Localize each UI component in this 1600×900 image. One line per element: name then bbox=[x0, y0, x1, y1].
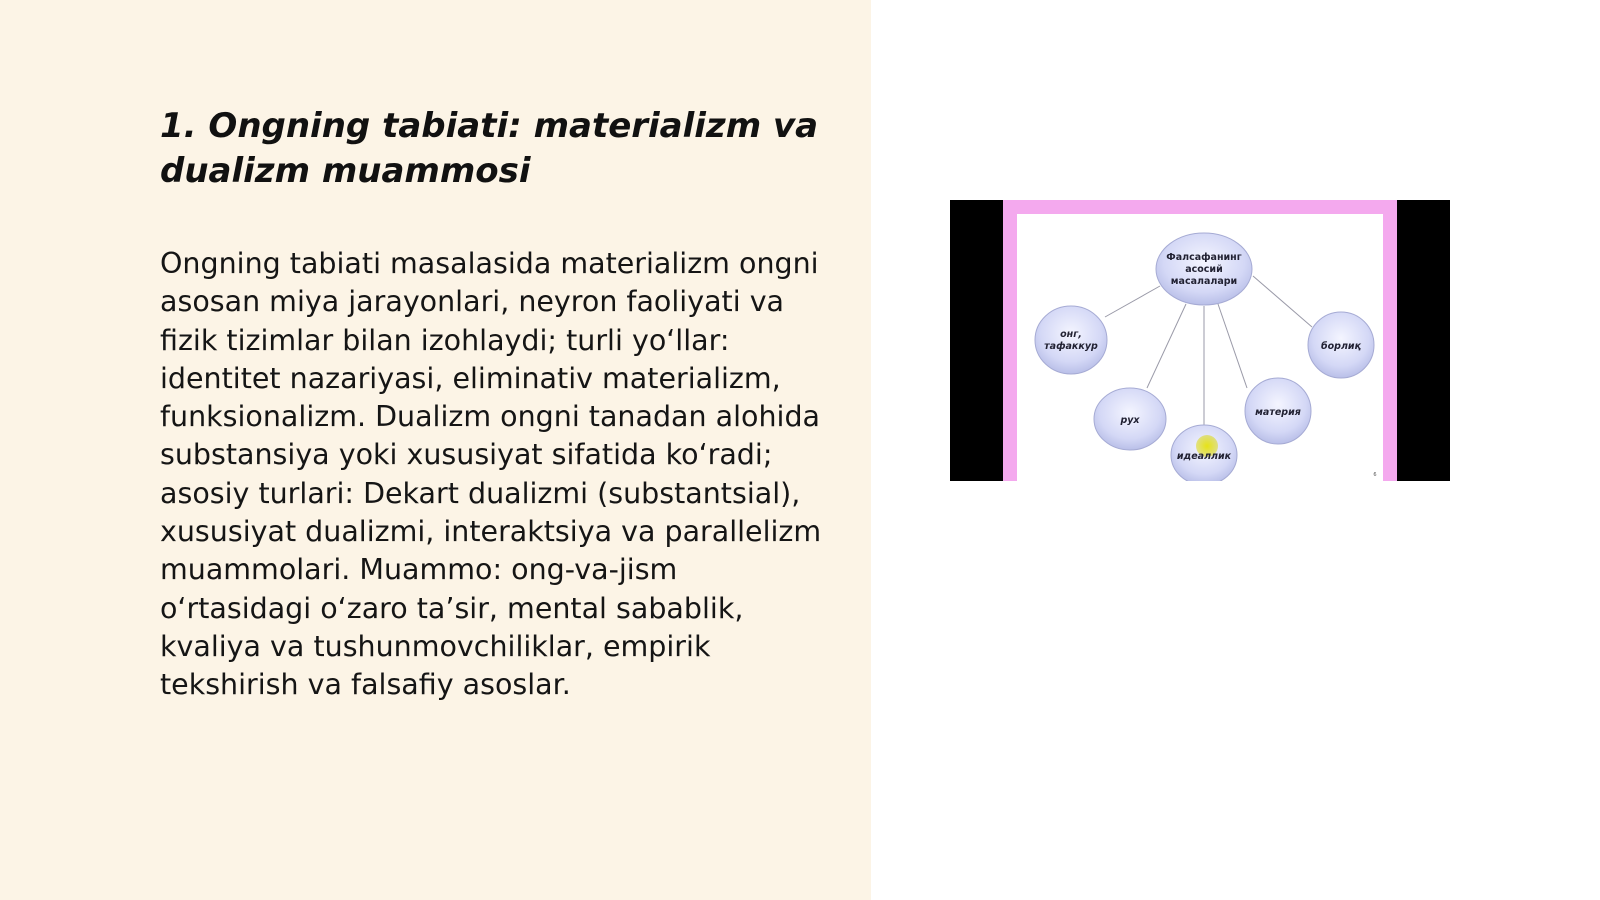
node-center-line-1: Фалсафанинг bbox=[1166, 252, 1242, 263]
embedded-video-frame bbox=[950, 200, 1450, 481]
node-materiya bbox=[1245, 378, 1311, 444]
node-borliq bbox=[1308, 312, 1374, 378]
slide-body-text: Ongning tabiati masalasida materializm ongni asosan miya jarayonlari, neyron faoliyati va fizik tizimlar bilan izohlaydi; turli yo‘llar: identitet nazariyasi, eliminativ materializm, funksionalizm. Dualizm ongni tanadan alohida substansiya yoki xususiyat sifatida ko‘radi; asosiy turlari: Dekart dualizmi (substantsial), xususiyat dualizmi, interaktsiya va parallelizm muammolari. Muammo: ong-va-jism o‘rtasidagi o‘zaro ta’sir, mental sabablik, kvaliya va tushunmovchiliklar, empirik tekshirish va falsafiy asoslar. bbox=[160, 247, 822, 702]
slide-title: 1. Ongning tabiati: materializm va dualizm muammosi bbox=[160, 106, 819, 191]
node-idealizm bbox=[1171, 425, 1237, 481]
philosophy-diagram bbox=[950, 200, 1450, 481]
node-borliq-label: борлиқ bbox=[1320, 341, 1362, 352]
node-ong-line-1: онг, bbox=[1060, 329, 1082, 340]
node-ong bbox=[1035, 306, 1107, 374]
node-rux bbox=[1094, 388, 1166, 450]
node-rux-label: рух bbox=[1120, 415, 1140, 426]
node-center-line-2: асосий bbox=[1185, 264, 1223, 275]
node-idealizm-label: идеаллик bbox=[1176, 451, 1232, 462]
embedded-page-number: 6 bbox=[1373, 472, 1377, 478]
node-center bbox=[1156, 233, 1252, 305]
node-materiya-label: материя bbox=[1255, 407, 1301, 418]
node-center-line-3: масалалари bbox=[1170, 276, 1238, 287]
node-ong-line-2: тафаккур bbox=[1044, 341, 1098, 352]
